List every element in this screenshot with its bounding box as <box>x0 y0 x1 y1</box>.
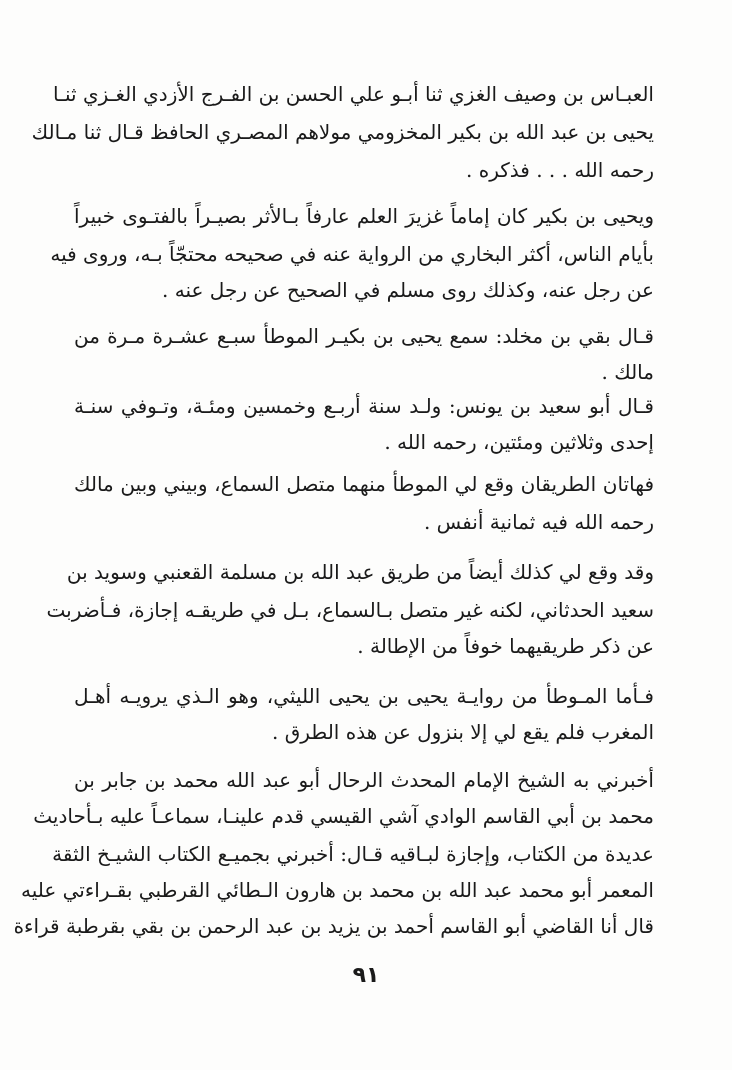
text-line: محمد بن أبي القاسم الوادي آشي القيسي قدم علينـا، سماعـاً عليه بـأحاديث <box>33 804 654 828</box>
text-line: أخبرني به الشيخ الإمام المحدث الرحال أبو عبد الله محمد بن جابر بن <box>74 768 654 792</box>
text-line: رحمه الله . . . فذكره . <box>466 158 654 182</box>
text-line: فهاتان الطريقان وقع لي الموطأ منهما متصل السماع، وبيني وبين مالك <box>74 472 654 496</box>
text-line: قـال بقي بن مخلد: سمع يحيى بن بكيـر الموطأ سبـع عشـرة مـرة من <box>74 324 654 348</box>
text-line: عديدة من الكتاب، وإجازة لبـاقيه قـال: أخبرني بجميـع الكتاب الشيـخ الثقة <box>52 842 654 866</box>
page-number: ٩١ <box>352 963 380 988</box>
text-line: عن ذكر طريقيهما خوفاً من الإطالة . <box>357 634 654 658</box>
text-line: بأيام الناس، أكثر البخاري من الرواية عنه في صحيحه محتجّاً بـه، وروى فيه <box>50 242 654 266</box>
text-line: رحمه الله فيه ثمانية أنفس . <box>423 510 654 534</box>
text-line: فـأما المـوطأ من روايـة يحيى بن يحيى الليثي، وهو الـذي يرويـه أهـل <box>74 684 654 708</box>
text-line: سعيد الحدثاني، لكنه غير متصل بـالسماع، بـل في طريقـه إجازة، فـأضربت <box>46 598 654 622</box>
text-line: المعمر أبو محمد عبد الله بن محمد بن هارون الـطائي القرطبي بقـراءتي عليه <box>20 878 654 902</box>
text-line: قال أنا القاضي أبو القاسم أحمد بن يزيد بن عبد الرحمن بن بقي بقرطبة قراءة <box>13 914 654 938</box>
text-line: إحدى وثلاثين ومئتين، رحمه الله . <box>384 430 654 454</box>
text-line: قـال أبو سعيد بن يونس: ولـد سنة أربـع وخمسين ومئـة، وتـوفي سنـة <box>74 394 654 418</box>
text-line: العبـاس بن وصيف الغزي ثنا أبـو علي الحسن بن الفـرج الأزدي الغـزي ثنـا <box>53 82 654 106</box>
text-line: المغرب فلم يقع لي إلا بنزول عن هذه الطرق . <box>272 720 654 744</box>
text-line: مالك . <box>601 360 654 384</box>
text-line: وقد وقع لي كذلك أيضاً من طريق عبد الله بن مسلمة القعنبي وسويد بن <box>66 560 654 584</box>
text-line: ويحيى بن بكير كان إماماً غزيرَ العلم عارفاً بـالأثر بصيـراً بالفتـوى خبيراً <box>74 204 654 228</box>
text-line: يحيى بن عبد الله بن بكير المخزومي مولاهم المصـري الحافظ قـال ثنا مـالك <box>31 120 654 144</box>
text-line: عن رجل عنه، وكذلك روى مسلم في الصحيح عن رجل عنه . <box>162 278 654 302</box>
